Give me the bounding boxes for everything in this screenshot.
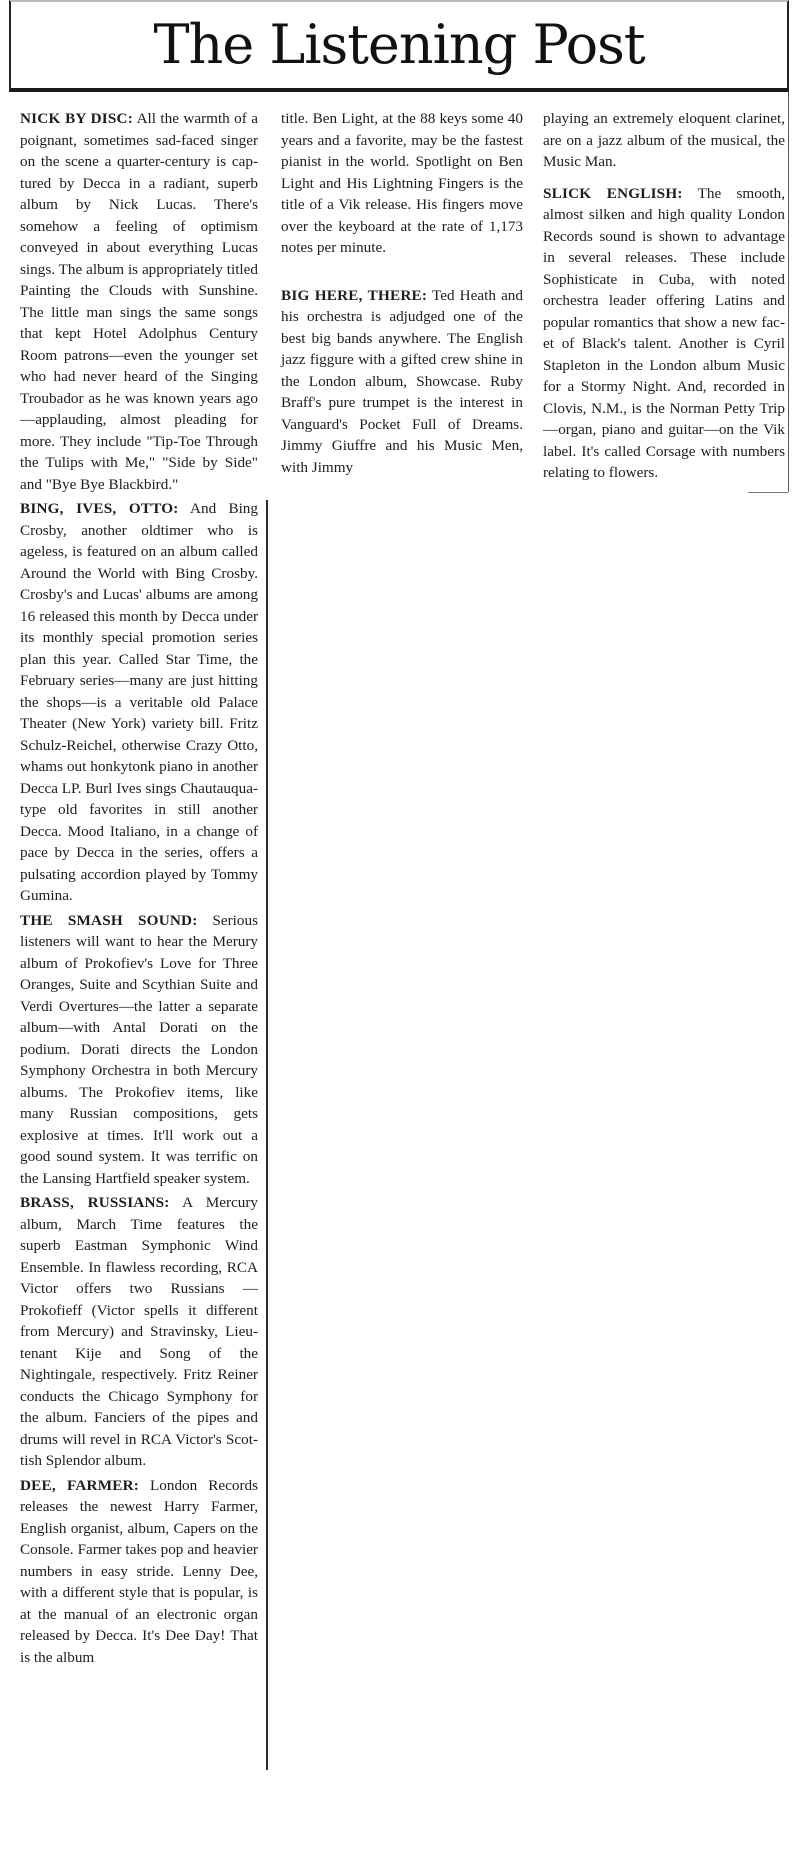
- column-rule: [788, 92, 789, 492]
- text-column-3: [543, 108, 785, 484]
- article-section: [20, 108, 258, 495]
- section-body-part: Ted Heath and his orchestra is adjudged one of the best big bands anywhere. The English jazz figgure with a gifted crew shine in the London album, Showcase. Ruby Braff's pure trumpet is the interest in Vanguard's Pocket Full of Dreams. Jimmy Giuffre and his Music Men, with Jimmy: [281, 286, 523, 476]
- section-head: SLICK ENGLISH:: [543, 184, 683, 202]
- column-rule: [748, 492, 788, 493]
- article-section: [20, 1475, 258, 1669]
- column-rule: [266, 500, 268, 1770]
- article-section: [20, 910, 258, 1190]
- article-section: [20, 1192, 258, 1472]
- section-body: All the warmth of a poignant, sometimes sad-faced singer on the scene a quarter-century is captured by Decca in a radiant, superb album by Nick Lucas. There's somehow a feeling of optimism conveyed in about everything Lucas sings. The album is appropriately titled Painting the Clouds with Sunshine. The little man sings the same songs that kept Hotel Adolphus Century Room patrons—even the younger set who had never heard of the Singing Troubador as he was known years ago—applauding, almost pleading for more. They include "Tip-Toe Through the Tulips with Me," "Side by Side" and "Bye Bye Blackbird.": [20, 110, 258, 493]
- article-section: [543, 183, 785, 484]
- section-head: DEE, FARMER:: [20, 1476, 139, 1494]
- section-head: BING, IVES, OTTO:: [20, 500, 179, 517]
- section-head: NICK BY DISC:: [20, 110, 133, 127]
- text-column-2: [281, 108, 523, 478]
- section-body: And Bing Crosby, another oldtimer who is ageless, is featured on an album called Around the World with Bing Crosby. Crosby's and Lucas' albums are among 16 released this month by Decca under its monthly special promotion series plan this year. Called Star Time, the February series—many are just hitting the shops—is a veritable old Palace Theater (New York) variety bill. Fritz Schulz-Reichel, otherwise Crazy Otto, whams out honkytonk piano in another Decca LP. Burl Ives sings Chautauqua-type old favorites in still another Decca. Mood Italiano, in a change of pace by Decca in the series, offers a pulsating accordion played by Tommy Gumina.: [20, 500, 258, 904]
- section-head: BRASS, RUSSIANS:: [20, 1194, 170, 1211]
- article-section: [281, 285, 523, 479]
- section-body-part: title. Ben Light, at the 88 keys some 40 years and a favorite, may be the fastest pianist in the world. Spotlight on Ben Light and His Lightning Fingers is the title of a Vik release. His fingers move over the keyboard at the rate of 1,173 notes per minute.: [281, 110, 523, 256]
- article-section-continued: [543, 108, 785, 173]
- column-title: The Listening Post: [153, 13, 645, 76]
- masthead-box: [9, 0, 789, 92]
- section-body: The smooth, almost silken and high quality London Records sound is shown to advantage in several releases. These include Sophisticate in Cuba, with noted orchestra leader offering Latins and popular romantics that show a new facet of Black's talent. Another is Cyril Stapleton in the London album Music for a Stormy Night. And, recorded in Clovis, N.M., is the Norman Petty Trip—organ, piano and guitar—on the Vik label. It's called Corsage with numbers relating to flowers.: [543, 184, 785, 481]
- section-head: BIG HERE, THERE:: [281, 286, 428, 304]
- section-body: Serious listeners will want to hear the Merury album of Prokofiev's Love for Three Oranges, Suite and Scythian Suite and Verdi Overtures—the latter a separate album—with Antal Dorati on the podium. Dorati directs the London Symphony Orchestra in both Mercury albums. The Prokofiev items, like many Russian compositions, gets explosive at times. It'll work out a good sound system. It was terrific on the Lansing Hartfield speaker system.: [20, 911, 258, 1187]
- section-body-part: playing an extremely eloquent clarinet, are on a jazz album of the musical, the Music Man.: [543, 110, 785, 170]
- section-head: THE SMASH SOUND:: [20, 911, 198, 929]
- article-section-continued: [281, 108, 523, 259]
- text-column-1: [20, 108, 258, 1668]
- section-body: A Mercury album, March Time features the superb Eastman Symphonic Wind Ensemble. In flawless recording, RCA Victor offers two Russians — Prokofieff (Victor spells it different from Mercury) and Stravinsky, Lieutenant Kije and Song of the Nightingale, respectively. Fritz Reiner conducts the Chicago Symphony for the album. Fanciers of the pipes and drums will revel in RCA Victor's Scottish Splendor album.: [20, 1194, 258, 1469]
- section-body-part: London Records releases the newest Harry Farmer, English organist, album, Capers on the Console. Farmer takes pop and heavier numbers in easy stride. Lenny Dee, with a different style that is popular, is at the manual of an electronic organ released by Decca. It's Dee Day! That is the album: [20, 1476, 259, 1666]
- article-section: [20, 498, 258, 907]
